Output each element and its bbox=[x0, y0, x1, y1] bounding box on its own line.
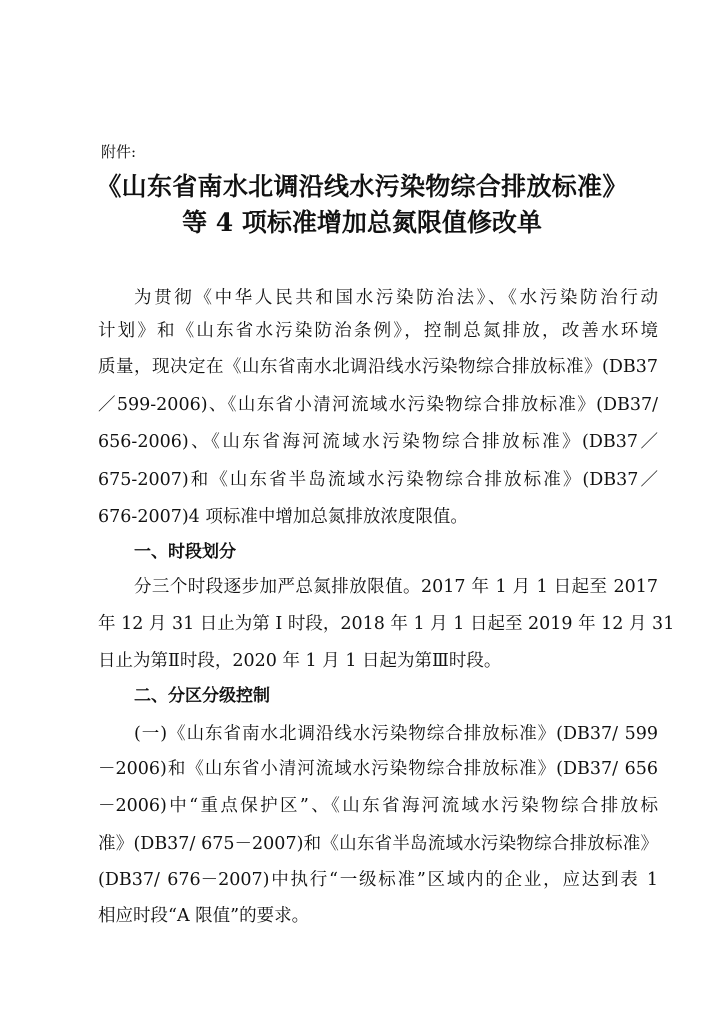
section-heading-time-periods: 一、时段划分 bbox=[134, 542, 236, 562]
section1-paragraph-line: 年 12 月 31 日止为第 I 时段，2018 年 1 月 1 日起至 2019 年 12 月 31 bbox=[98, 614, 675, 634]
section1-paragraph-line: 日止为第Ⅱ时段，2020 年 1 月 1 日起为第Ⅲ时段。 bbox=[98, 651, 502, 671]
intro-paragraph-line: 质量，现决定在《山东省南水北调沿线水污染物综合排放标准》(DB37 bbox=[98, 357, 658, 377]
intro-paragraph-line: 675-2007)和《山东省半岛流域水污染物综合排放标准》(DB37／ bbox=[98, 470, 658, 490]
section2-paragraph-line: －2006)和《山东省小清河流域水污染物综合排放标准》(DB37/ 656 bbox=[98, 759, 658, 779]
intro-paragraph-line: ／599-2006)、《山东省小清河流域水污染物综合排放标准》(DB37/ bbox=[98, 395, 658, 415]
intro-paragraph-line: 为贯彻《中华人民共和国水污染防治法》、《水污染防治行动 bbox=[134, 288, 658, 308]
intro-paragraph-line: 计划》和《山东省水污染防治条例》，控制总氮排放，改善水环境 bbox=[98, 321, 658, 341]
section2-paragraph-line: (一)《山东省南水北调沿线水污染物综合排放标准》(DB37/ 599 bbox=[134, 724, 658, 744]
intro-paragraph-line: 656-2006)、《山东省海河流域水污染物综合排放标准》(DB37／ bbox=[98, 432, 658, 452]
section2-paragraph-line: 准》(DB37/ 675－2007)和《山东省半岛流域水污染物综合排放标准》 bbox=[98, 834, 658, 854]
section2-paragraph-line: －2006)中“重点保护区”、《山东省海河流域水污染物综合排放标 bbox=[98, 796, 658, 816]
section2-paragraph-line: 相应时段“A 限值”的要求。 bbox=[98, 906, 310, 926]
intro-paragraph-line: 676-2007)4 项标准中增加总氮排放浓度限值。 bbox=[98, 507, 468, 527]
section2-paragraph-line: (DB37/ 676－2007)中执行“一级标准”区域内的企业，应达到表 1 bbox=[98, 870, 658, 890]
section1-paragraph-line: 分三个时段逐步加严总氮排放限值。2017 年 1 月 1 日起至 2017 bbox=[134, 577, 658, 597]
document-title-line-1: 《山东省南水北调沿线水污染物综合排放标准》 bbox=[96, 172, 628, 201]
attachment-label: 附件: bbox=[101, 143, 137, 161]
section-heading-zoning-control: 二、分区分级控制 bbox=[134, 686, 270, 706]
document-title-line-2: 等 4 项标准增加总氮限值修改单 bbox=[182, 208, 542, 237]
